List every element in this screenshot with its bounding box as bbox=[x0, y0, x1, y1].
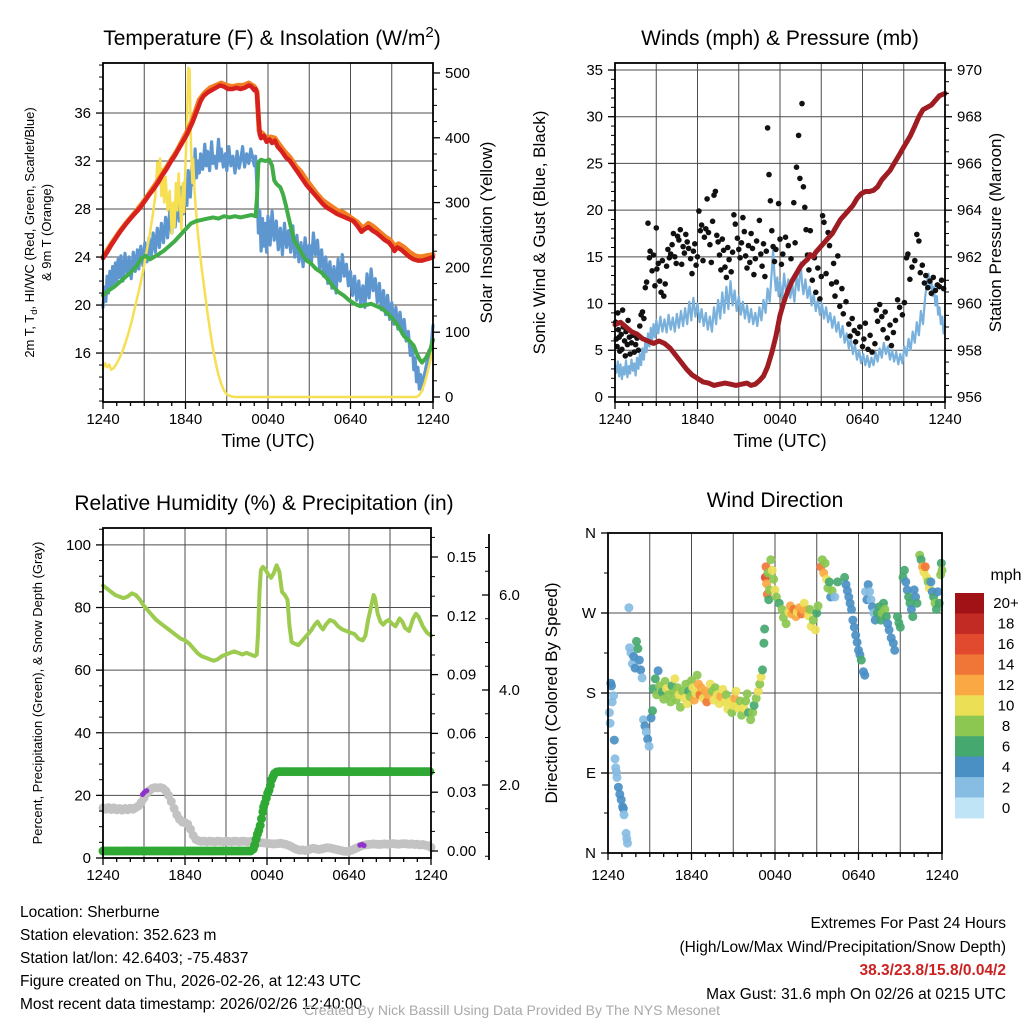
svg-text:Temperature (F) & Insolation (: Temperature (F) & Insolation $(W/m^2)$ bbox=[103, 24, 441, 50]
svg-text:28: 28 bbox=[74, 201, 91, 219]
svg-text:1240: 1240 bbox=[416, 411, 450, 428]
svg-text:18: 18 bbox=[997, 615, 1015, 633]
svg-text:0640: 0640 bbox=[332, 867, 366, 884]
svg-text:4: 4 bbox=[1001, 758, 1011, 776]
svg-text:1840: 1840 bbox=[168, 411, 203, 428]
winds-pressure-gridlines bbox=[615, 63, 945, 402]
svg-text:200: 200 bbox=[445, 259, 471, 277]
svg-text:500: 500 bbox=[445, 64, 471, 82]
station-location-line: Location: Sherburne bbox=[20, 904, 160, 921]
svg-text:16: 16 bbox=[74, 345, 91, 363]
svg-text:2: 2 bbox=[1001, 779, 1011, 797]
svg-text:12: 12 bbox=[997, 677, 1015, 695]
svg-text:2m T, Td, HI/WC (Red, Green, S: 2m T, $T_d$, HI/WC (Red, Green, Scarlet/Blue) bbox=[22, 107, 39, 358]
svg-text:10: 10 bbox=[997, 697, 1015, 715]
svg-text:300: 300 bbox=[445, 194, 471, 212]
svg-text:20: 20 bbox=[586, 202, 603, 220]
speed-colorbar bbox=[955, 567, 1022, 818]
svg-text:24: 24 bbox=[74, 249, 91, 267]
svg-text:36: 36 bbox=[74, 105, 91, 123]
credit-line: Created By Nick Bassill Using Data Provided By The NYS Mesonet bbox=[303, 1002, 721, 1018]
svg-text:Solar Insolation (Yellow): Solar Insolation (Yellow) bbox=[477, 141, 496, 324]
svg-text:25: 25 bbox=[586, 155, 603, 173]
svg-text:0640: 0640 bbox=[841, 867, 876, 884]
svg-text:15: 15 bbox=[586, 248, 603, 266]
svg-text:W: W bbox=[581, 605, 596, 622]
station-latlon-line: Station lat/lon: 42.6403; -75.4837 bbox=[20, 950, 249, 967]
svg-text:Station Pressure (Maroon): Station Pressure (Maroon) bbox=[986, 132, 1005, 333]
extremes-subtitle: (High/Low/Max Wind/Precipitation/Snow Depth) bbox=[679, 938, 1006, 956]
wind-direction-series-wind-direction-dots bbox=[605, 551, 947, 848]
svg-text:100: 100 bbox=[65, 536, 91, 554]
svg-text:6.0: 6.0 bbox=[499, 587, 520, 604]
svg-text:0.03: 0.03 bbox=[447, 784, 477, 802]
svg-text:0040: 0040 bbox=[251, 411, 285, 428]
svg-text:968: 968 bbox=[957, 108, 983, 126]
svg-text:Percent, Precipitation (Green): Percent, Precipitation (Green), & Snow Depth (Gray) bbox=[30, 541, 45, 845]
svg-text:962: 962 bbox=[957, 248, 983, 266]
svg-text:0.06: 0.06 bbox=[447, 725, 477, 743]
svg-text:N: N bbox=[585, 525, 596, 542]
svg-text:2.0: 2.0 bbox=[499, 777, 520, 794]
svg-text:0640: 0640 bbox=[845, 411, 880, 428]
svg-text:0040: 0040 bbox=[758, 867, 792, 884]
svg-text:1840: 1840 bbox=[168, 867, 202, 884]
svg-text:20+: 20+ bbox=[993, 595, 1019, 613]
data-timestamp-line: Most recent data timestamp: 2026/02/26 12:40:00 bbox=[20, 996, 363, 1013]
svg-text:400: 400 bbox=[445, 129, 471, 147]
svg-text:Relative Humidity (%) & Precip: Relative Humidity (%) & Precipitation (in) bbox=[74, 492, 454, 515]
svg-text:960: 960 bbox=[957, 295, 983, 313]
svg-text:0: 0 bbox=[1001, 799, 1011, 817]
figure-created-line: Figure created on Thu, 2026-02-26, at 12:43 UTC bbox=[20, 973, 361, 990]
svg-text:35: 35 bbox=[586, 62, 603, 80]
svg-text:958: 958 bbox=[957, 342, 983, 360]
svg-text:Sonic Wind & Gust (Blue, Black: Sonic Wind & Gust (Blue, Black) bbox=[530, 110, 549, 355]
winds-pressure-chart bbox=[530, 27, 1005, 451]
svg-text:1240: 1240 bbox=[86, 867, 120, 884]
svg-text:60: 60 bbox=[74, 662, 91, 680]
svg-text:1240: 1240 bbox=[86, 411, 120, 428]
wind-direction-chart bbox=[542, 489, 1022, 884]
svg-text:1240: 1240 bbox=[591, 867, 625, 884]
svg-text:Time (UTC): Time (UTC) bbox=[221, 431, 315, 451]
svg-text:0.15: 0.15 bbox=[447, 549, 477, 567]
svg-text:0: 0 bbox=[445, 388, 454, 406]
svg-text:4.0: 4.0 bbox=[499, 682, 520, 699]
svg-text:S: S bbox=[585, 685, 596, 702]
max-gust-line: Max Gust: 31.6 mph On 02/26 at 0215 UTC bbox=[706, 985, 1006, 1003]
svg-text:1840: 1840 bbox=[674, 867, 709, 884]
svg-text:10: 10 bbox=[586, 295, 603, 313]
svg-text:30: 30 bbox=[586, 108, 603, 126]
svg-text:966: 966 bbox=[957, 155, 983, 173]
svg-text:14: 14 bbox=[997, 656, 1015, 674]
temperature-insolation-chart bbox=[22, 24, 496, 451]
svg-text:20: 20 bbox=[74, 787, 91, 805]
svg-text:0040: 0040 bbox=[250, 867, 284, 884]
svg-text:0040: 0040 bbox=[763, 411, 797, 428]
svg-text:5: 5 bbox=[594, 342, 603, 360]
humidity-precip-axes bbox=[66, 529, 520, 884]
svg-text:0: 0 bbox=[82, 850, 91, 867]
station-info bbox=[20, 901, 362, 1016]
svg-text:0.09: 0.09 bbox=[447, 666, 477, 684]
svg-text:0.12: 0.12 bbox=[447, 607, 477, 625]
svg-text:Winds (mph) & Pressure (mb): Winds (mph) & Pressure (mb) bbox=[641, 27, 919, 50]
svg-text:E: E bbox=[585, 765, 596, 782]
svg-text:32: 32 bbox=[74, 153, 91, 171]
svg-text:N: N bbox=[585, 845, 596, 862]
svg-text:1240: 1240 bbox=[414, 867, 448, 884]
svg-text:1240: 1240 bbox=[925, 867, 959, 884]
svg-text:& 9m T (Orange): & 9m T (Orange) bbox=[39, 183, 54, 282]
svg-text:80: 80 bbox=[74, 599, 91, 617]
svg-text:Wind Direction: Wind Direction bbox=[706, 489, 844, 512]
svg-text:956: 956 bbox=[957, 389, 983, 407]
svg-text:0640: 0640 bbox=[333, 411, 368, 428]
extremes-title: Extremes For Past 24 Hours bbox=[810, 915, 1006, 932]
svg-text:1840: 1840 bbox=[680, 411, 715, 428]
svg-text:970: 970 bbox=[957, 62, 983, 80]
svg-text:40: 40 bbox=[74, 724, 91, 742]
svg-text:1240: 1240 bbox=[928, 411, 962, 428]
svg-text:0: 0 bbox=[594, 388, 603, 406]
svg-text:0.00: 0.00 bbox=[447, 843, 477, 861]
svg-text:16: 16 bbox=[997, 636, 1015, 654]
svg-text:Direction (Colored By Speed): Direction (Colored By Speed) bbox=[542, 582, 561, 804]
svg-text:8: 8 bbox=[1001, 717, 1011, 735]
station-elevation-line: Station elevation: 352.623 m bbox=[20, 927, 217, 944]
humidity-precip-chart bbox=[30, 492, 520, 884]
extremes-block bbox=[680, 912, 1007, 1006]
svg-text:1240: 1240 bbox=[598, 411, 632, 428]
svg-text:6: 6 bbox=[1001, 738, 1011, 756]
svg-text:964: 964 bbox=[957, 202, 983, 220]
svg-text:100: 100 bbox=[445, 324, 471, 342]
svg-text:Time (UTC): Time (UTC) bbox=[733, 431, 827, 451]
svg-text:mph: mph bbox=[990, 567, 1022, 584]
svg-text:20: 20 bbox=[74, 297, 91, 315]
temperature-insolation-axes bbox=[74, 65, 470, 428]
extremes-values: 38.3/23.8/15.8/0.04/2 bbox=[859, 962, 1006, 979]
